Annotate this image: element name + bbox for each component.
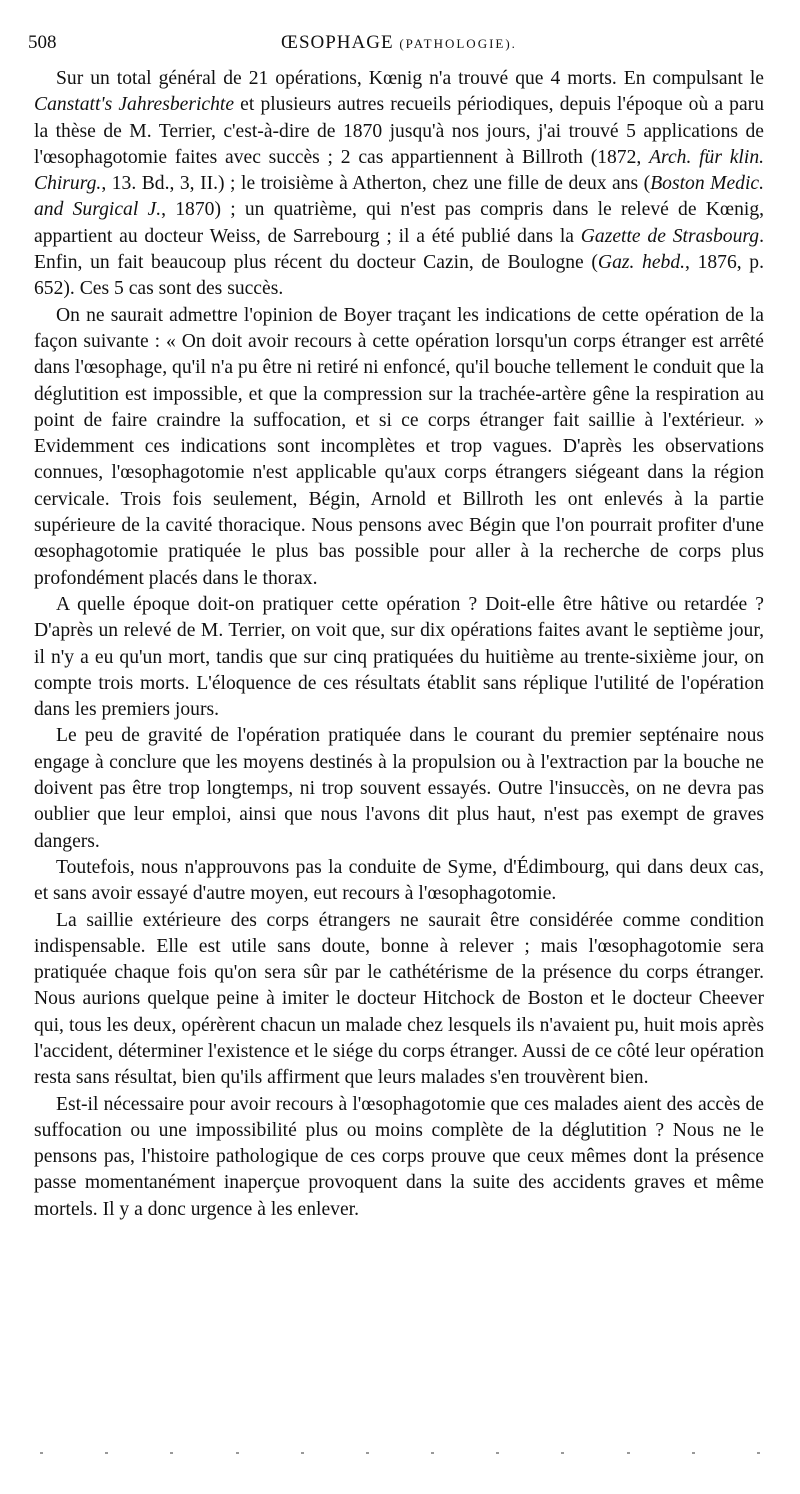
running-title-sub: (PATHOLOGIE). <box>399 36 517 51</box>
text-run: et plusieurs autres recueils périodiques, depuis l'époque où a paru la thèse de M. Terrier, c'est-à-dire de 1870 jusqu'à nos jours, j'ai trouvé 5 applications de l'œsophagotomie faites avec succès ; 2 cas appartiennent à Billroth (1872, <box>34 94 764 168</box>
speck <box>431 1452 434 1454</box>
speck <box>366 1452 369 1454</box>
paragraph <box>34 66 764 303</box>
body-text <box>34 66 764 1223</box>
text-run: Le peu de gravité de l'opération pratiquée dans le courant du premier septénaire nous engage à conclure que les moyens destinés à la propulsion ou à l'extraction par la bouche ne doivent pas être trop longtemps, ni trop souvent essayés. Outre l'insuccès, on ne devra pas oublier que leur emploi, ainsi que nous l'avons dit plus haut, n'est pas exempt de graves dangers. <box>34 725 764 852</box>
speck <box>627 1452 630 1454</box>
speck <box>301 1452 304 1454</box>
text-run: , 1876, p. 652). Ces 5 cas sont des succès. <box>34 252 764 300</box>
speck <box>236 1452 239 1454</box>
paragraph <box>34 723 764 854</box>
running-title-main: ŒSOPHAGE <box>281 32 394 53</box>
page-number: 508 <box>28 32 57 53</box>
paragraph <box>34 855 764 908</box>
running-title <box>34 28 764 59</box>
italic-citation: Boston Medic. and Surgical J. <box>34 173 764 221</box>
speck <box>757 1452 760 1454</box>
speck <box>561 1452 564 1454</box>
paragraph <box>34 1092 764 1223</box>
paragraph <box>34 592 764 723</box>
italic-citation: Gaz. hebd. <box>597 252 686 274</box>
italic-citation: Gazette de Strasbourg <box>580 225 760 247</box>
speck <box>496 1452 499 1454</box>
text-run: , 1870) ; un quatrième, qui n'est pas compris dans le relevé de Kœnig, appartient au docteur Weiss, de Sarrebourg ; il a été publié dans la <box>34 199 765 247</box>
text-run: . Enfin, un fait beaucoup plus récent du docteur Cazin, de Boulogne ( <box>34 225 764 274</box>
text-run: La saillie extérieure des corps étrangers ne saurait être considérée comme condition indispensable. Elle est utile sans doute, bonne à relever ; mais l'œsophagotomie sera pratiquée chaque fois qu'on sera sûr par le cathétérisme de la présence du corps étranger. Nous aurions quelque peine à imiter le docteur Hitchock de Boston et le docteur Cheever qui, tous les deux, opérèrent chacun un malade chez lesquels ils n'avaient pu, huit mois après l'accident, déterminer l'existence et le siége du corps étranger. Aussi de ce côté leur opération resta sans résultat, bien qu'ils affirment que leurs malades s'en trouvèrent bien. <box>34 909 764 1089</box>
running-header <box>28 28 764 58</box>
text-run: A quelle époque doit-on pratiquer cette opération ? Doit-elle être hâtive ou retardée ? D'après un relevé de M. Terrier, on voit que, sur dix opérations faites avant le septième jour, il n'y a eu qu'un mort, tandis que sur cinq pratiquées du huitième au trente-sixième jour, on compte trois morts. L'éloquence de ces résultats établit sans réplique l'utilité de l'opération dans les premiers jours. <box>34 593 764 721</box>
page-bottom-specks <box>40 1452 760 1458</box>
text-run: Toutefois, nous n'approuvons pas la conduite de Syme, d'Édimbourg, qui dans deux cas, et sans avoir essayé d'autre moyen, eut recours à l'œsophagotomie. <box>34 856 764 905</box>
speck <box>170 1452 173 1454</box>
text-run: Sur un total général de 21 opérations, Kœnig n'a trouvé que 4 morts. En compulsant le <box>56 68 764 89</box>
speck <box>40 1452 43 1454</box>
document-page <box>28 28 765 1223</box>
italic-citation: Arch. für klin. Chirurg. <box>34 146 765 195</box>
text-run: On ne saurait admettre l'opinion de Boyer traçant les indications de cette opération de la façon suivante : « On doit avoir recours à cette opération lorsqu'un corps étranger est arrêté dans l'œsophage, qu'il n'a pu être ni retiré ni enfoncé, qu'il bouche tellement le conduit que la déglutition est impossible, et que la compression sur la trachée-artère gêne la respiration au point de faire craindre la suffocation, et si ce corps étranger fait saillie à l'extérieur. » Evidemment ces indications sont incomplètes et trop vagues. D'après les observations connues, l'œsophagotomie n'est applicable qu'aux corps étrangers siégeant dans la région cervicale. Trois fois seulement, Bégin, Arnold et Billroth les ont enlevés à la partie supérieure de la cavité thoracique. Nous pensons avec Bégin que l'on pourrait profiter d'une œsophagotomie pratiquée le plus bas possible pour aller à la recherche de corps plus profondément placés dans le thorax. <box>34 304 764 589</box>
speck <box>105 1452 108 1454</box>
italic-citation: Canstatt's Jahresberichte <box>34 94 235 116</box>
speck <box>692 1452 695 1454</box>
paragraph <box>34 303 764 592</box>
paragraph <box>34 908 764 1092</box>
text-run: , 13. Bd., 3, II.) ; le troisième à Atherton, chez une fille de deux ans ( <box>101 173 651 195</box>
text-run: Est-il nécessaire pour avoir recours à l'œsophagotomie que ces malades aient des accès de suffocation ou une impossibilité plus ou moins complète de la déglutition ? Nous ne le pensons pas, l'histoire pathologique de ces corps prouve que ceux mêmes dont la présence passe momentanément inaperçue provoquent dans la suite des accidents graves et même mortels. Il y a donc urgence à les enlever. <box>34 1093 764 1220</box>
